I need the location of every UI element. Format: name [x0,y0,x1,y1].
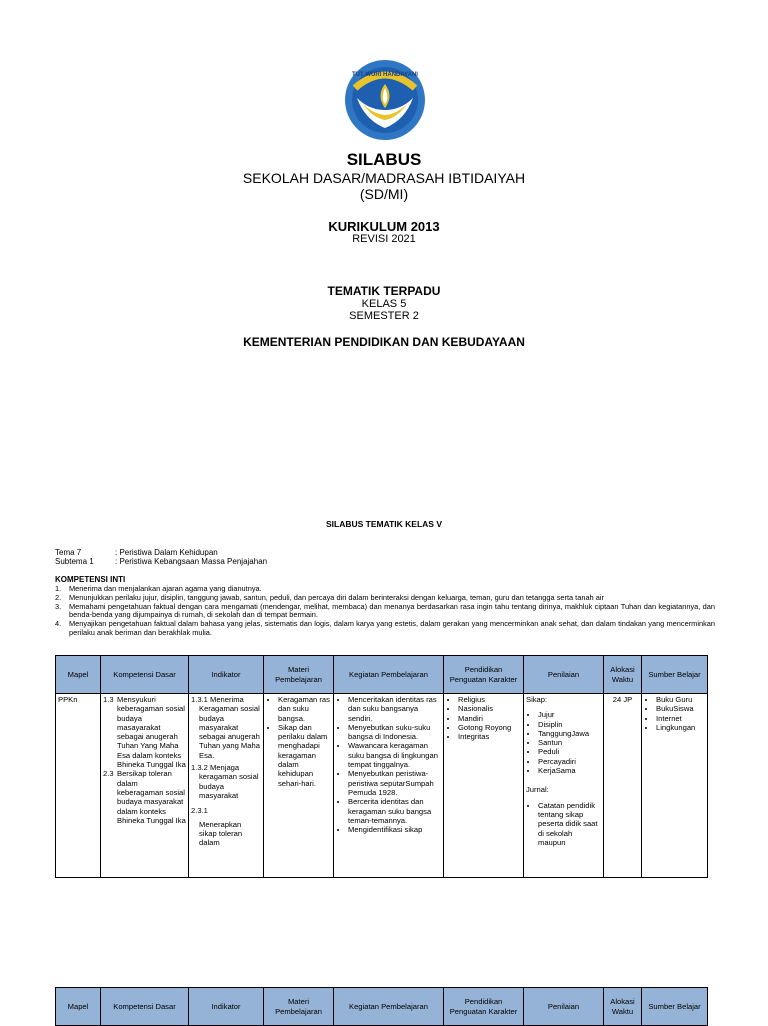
header-mapel: Mapel [56,656,101,694]
kelas: KELAS 5 [361,298,407,310]
header-indikator: Indikator [189,656,264,694]
ki-item: 4. Menyajikan pengetahuan faktual dalam bahasa yang jelas, sistematis dan logis, dalam karya yang estetis, dalam gerakan yang mencerminkan anak sehat, dan dalam tindakan yang mencerminkan perilaku anak beriman dan berakhlak mulia. [55,619,715,637]
indikator-num: 2.3.1 [191,806,208,816]
table-row [56,694,708,878]
sikap-label: Sikap: [526,695,548,704]
kd-item: 1.3 Mensyukuri keberagaman sosial budaya masayarakat sebagai anugerah Tuhan Yang Maha Esa dalam konteks Bhineka Tunggal Ika [103,695,186,770]
header-alokasi: Alokasi Waktu [604,988,642,1026]
cell-ppk [444,694,524,878]
kompetensi-inti-list [55,585,715,638]
cell-sumber [642,694,708,878]
materi-item: • Sikap dan perilaku dalam menghadapi keragaman dalam kehidupan sehari-hari. [278,723,331,788]
kegiatan-item: • Menyebutkan suku-suku bangsa di Indonesia. [348,723,441,742]
syllabus-table [55,655,708,878]
sikap-item: • TanggungJawa [538,729,601,738]
svg-text:TUT WURI HANDAYANI: TUT WURI HANDAYANI [352,72,418,78]
indikator-item: 1.3.1 Menerima Keragaman sosial budaya masyarakat sebagai anugerah Tuhan yang Maha Esa. [191,695,260,760]
header-materi: Materi Pembelajaran [264,656,334,694]
header-kompetensi-dasar: Kompetensi Dasar [101,656,189,694]
cell-mapel: PPKn [56,694,101,878]
sikap-item: • Percayadiri [538,757,601,766]
ppk-item: • Mandiri [458,714,521,723]
kd-item: 2.3 Bersikap toleran dalam keberagaman sosial budaya masyarakat dalam konteks Bhineka Tunggal Ika [103,769,186,825]
sumber-item: • BukuSiswa [656,704,705,713]
ki-heading: KOMPETENSI INTI [55,575,126,584]
school-line-1: SEKOLAH DASAR/MADRASAH IBTIDAIYAH [242,170,526,186]
cell-materi [264,694,334,878]
indikator-item: Menerapkan sikap toleran dalam [199,819,243,848]
cell-penilaian [524,694,604,878]
header-penilaian: Penilaian [524,656,604,694]
jurnal-item: • Catatan pendidik tentang sikap peserta didik saat di sekolah maupun [538,801,601,847]
tema-line [55,548,218,557]
table-header-row [56,656,708,694]
cell-kegiatan [334,694,444,878]
sumber-item: • Buku Guru [656,695,705,704]
kegiatan-item: • Menceritakan identitas ras dan suku bangsanya sendiri. [348,695,441,723]
kurikulum: KURIKULUM 2013 [328,219,440,234]
header-kompetensi-dasar: Kompetensi Dasar [101,988,189,1026]
header-kegiatan: Kegiatan Pembelajaran [334,656,444,694]
header-kegiatan: Kegiatan Pembelajaran [334,988,444,1026]
ki-item: 2. Menunjukkan perilaku jujur, disiplin, tanggung jawab, santun, peduli, dan percaya diri dalam berinteraksi dengan keluarga, teman, guru dan tetangga serta tanah air [55,592,604,602]
document-title: SILABUS [346,150,422,169]
kegiatan-item: • Mengidentifikasi sikap [348,825,441,834]
kegiatan-item: • Menyebutkan peristiwa-peristiwa seputarSumpah Pemuda 1928. [348,769,441,797]
tematik-terpadu: TEMATIK TERPADU [327,284,441,298]
header-ppk: Pendidikan Penguatan Karakter [444,988,524,1026]
cell-alokasi: 24 JP [604,694,642,878]
tut-wuri-handayani-logo [343,58,427,142]
ppk-item: • Religius [458,695,521,704]
ppk-item: • Integritas [458,732,521,741]
jurnal-label: Jurnal: [526,785,549,795]
sikap-item: • Disiplin [538,720,601,729]
ki-item: 3. Memahami pengetahuan faktual dengan cara mengamati (mendengar, melihat, membaca) dan menanya berdasarkan rasa ingin tahu tentang dirinya, makhluk ciptaan Tuhan dan kegiatannya, dan benda-benda yang dijumpainya di rumah, di sekolah dan di tempat bermain. [55,601,715,620]
header-sumber: Sumber Belajar [642,656,708,694]
semester: SEMESTER 2 [349,310,419,322]
header-indikator: Indikator [189,988,264,1026]
header-ppk: Pendidikan Penguatan Karakter [444,656,524,694]
sikap-item: • Jujur [538,710,601,719]
subtema-line [55,557,267,566]
indikator-item: 1.3.2 Menjaga keragaman sosial budaya masyarakat [191,763,259,800]
syllabus-table-continued [55,987,708,1026]
tema-value: : Peristiwa Dalam Kehidupan [115,548,218,557]
header-penilaian: Penilaian [524,988,604,1026]
sikap-item: • KerjaSama [538,766,601,775]
sikap-item: • Peduli [538,747,601,756]
materi-item: • Keragaman ras dan suku bangsa. [278,695,331,723]
kegiatan-item: • Wawancara keragaman suku bangsa di lingkungan tempat tinggalnya. [348,741,441,769]
ki-item: 1. Menerima dan menjalankan ajaran agama yang dianutnya. [55,584,262,593]
cell-kompetensi-dasar [101,694,189,878]
sumber-item: • Internet [656,714,705,723]
sikap-item: • Santun [538,738,601,747]
header-mapel: Mapel [56,988,101,1026]
revisi: REVISI 2021 [352,233,416,245]
table-header-row [56,988,708,1026]
school-line-2: (SD/MI) [359,186,409,202]
syllabus-title: SILABUS TEMATIK KELAS V [325,519,442,529]
ppk-item: • Gotong Royong [458,723,521,732]
tema-label: Tema 7 [55,548,82,557]
header-materi: Materi Pembelajaran [264,988,334,1026]
ppk-item: • Nasionalis [458,704,521,713]
header-alokasi: Alokasi Waktu [604,656,642,694]
subtema-label: Subtema 1 [55,557,94,566]
header-sumber: Sumber Belajar [642,988,708,1026]
subtema-value: : Peristiwa Kebangsaan Massa Penjajahan [115,557,268,566]
cell-indikator [189,694,264,878]
kementerian: KEMENTERIAN PENDIDIKAN DAN KEBUDAYAAN [243,335,525,349]
kegiatan-item: • Bercerita identitas dan keragaman suku bangsa teman-temannya. [348,797,441,825]
sumber-item: • Lingkungan [656,723,705,732]
